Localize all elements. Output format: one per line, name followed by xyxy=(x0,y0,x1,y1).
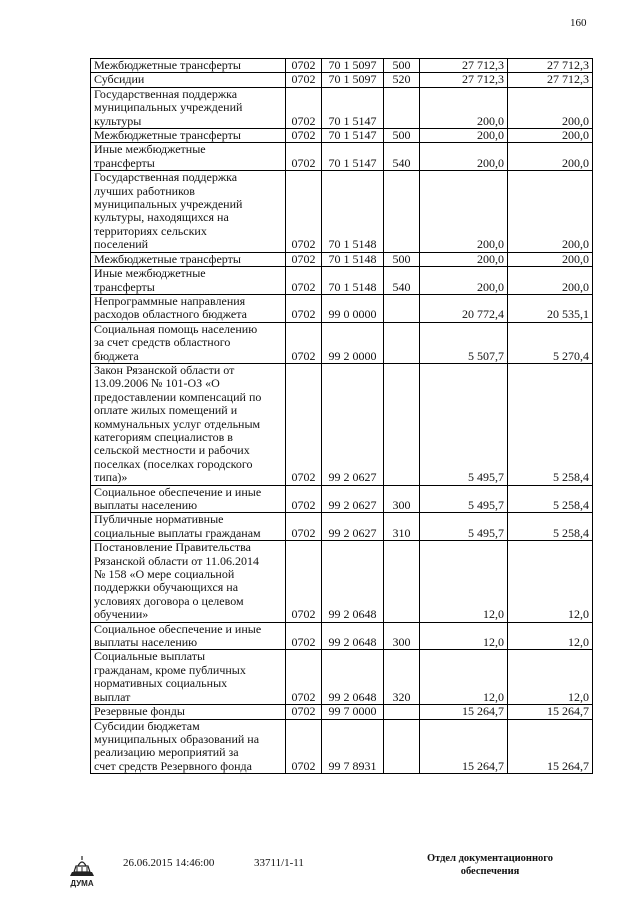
row-target-article-cell: 99 2 0627 xyxy=(322,513,384,541)
page-footer xyxy=(0,848,640,905)
row-code-cell: 0702 xyxy=(286,513,322,541)
row-target-article-cell: 70 1 5148 xyxy=(322,252,384,266)
row-code-cell: 0702 xyxy=(286,294,322,322)
row-sum-second-cell: 5 258,4 xyxy=(508,485,593,513)
footer-doc-code: 33711/1-11 xyxy=(254,857,304,869)
row-expense-type-cell: 520 xyxy=(384,73,420,87)
table-row xyxy=(91,622,593,650)
row-expense-type-cell: 540 xyxy=(384,143,420,171)
row-target-article-cell: 70 1 5147 xyxy=(322,87,384,128)
row-name-cell: Межбюджетные трансферты xyxy=(91,252,286,266)
table-row xyxy=(91,363,593,485)
row-sum-first-cell: 15 264,7 xyxy=(420,719,508,774)
row-name-cell: Межбюджетные трансферты xyxy=(91,59,286,73)
row-name-cell: Государственная поддержка муниципальных учреждений культуры xyxy=(91,87,286,128)
row-name-cell: Социальное обеспечение и иные выплаты населению xyxy=(91,622,286,650)
table-row xyxy=(91,143,593,171)
table-row xyxy=(91,719,593,774)
footer-department-stamp: Отдел документационного обеспечения xyxy=(426,853,554,877)
row-name-cell: Публичные нормативные социальные выплаты гражданам xyxy=(91,513,286,541)
row-target-article-cell: 70 1 5148 xyxy=(322,267,384,295)
row-sum-second-cell: 15 264,7 xyxy=(508,705,593,719)
row-sum-second-cell: 27 712,3 xyxy=(508,73,593,87)
row-expense-type-cell xyxy=(384,322,420,363)
row-target-article-cell: 70 1 5097 xyxy=(322,59,384,73)
table-row xyxy=(91,267,593,295)
row-sum-first-cell: 12,0 xyxy=(420,541,508,622)
row-code-cell: 0702 xyxy=(286,252,322,266)
table-row xyxy=(91,87,593,128)
row-sum-first-cell: 5 495,7 xyxy=(420,363,508,485)
row-expense-type-cell xyxy=(384,705,420,719)
row-sum-first-cell: 27 712,3 xyxy=(420,73,508,87)
row-expense-type-cell xyxy=(384,719,420,774)
row-code-cell: 0702 xyxy=(286,267,322,295)
row-sum-first-cell: 200,0 xyxy=(420,171,508,252)
row-code-cell: 0702 xyxy=(286,719,322,774)
row-code-cell: 0702 xyxy=(286,87,322,128)
table-row xyxy=(91,513,593,541)
row-expense-type-cell: 500 xyxy=(384,252,420,266)
row-sum-second-cell: 200,0 xyxy=(508,129,593,143)
row-target-article-cell: 99 2 0000 xyxy=(322,322,384,363)
budget-table xyxy=(90,58,593,774)
row-name-cell: Социальная помощь населению за счет средств областного бюджета xyxy=(91,322,286,363)
row-name-cell: Социальные выплаты гражданам, кроме публичных нормативных социальных выплат xyxy=(91,650,286,705)
row-name-cell: Иные межбюджетные трансферты xyxy=(91,143,286,171)
row-code-cell: 0702 xyxy=(286,322,322,363)
row-sum-first-cell: 27 712,3 xyxy=(420,59,508,73)
table-row xyxy=(91,322,593,363)
row-sum-first-cell: 5 495,7 xyxy=(420,485,508,513)
table-row xyxy=(91,59,593,73)
row-sum-first-cell: 20 772,4 xyxy=(420,294,508,322)
row-sum-second-cell: 20 535,1 xyxy=(508,294,593,322)
table-row xyxy=(91,541,593,622)
row-sum-first-cell: 12,0 xyxy=(420,650,508,705)
row-name-cell: Субсидии бюджетам муниципальных образований на реализацию мероприятий за счет средств Резервного фонда xyxy=(91,719,286,774)
row-expense-type-cell: 540 xyxy=(384,267,420,295)
row-code-cell: 0702 xyxy=(286,73,322,87)
row-sum-first-cell: 200,0 xyxy=(420,129,508,143)
row-sum-second-cell: 200,0 xyxy=(508,143,593,171)
row-code-cell: 0702 xyxy=(286,541,322,622)
row-expense-type-cell: 500 xyxy=(384,59,420,73)
row-target-article-cell: 70 1 5147 xyxy=(322,129,384,143)
footer-timestamp: 26.06.2015 14:46:00 xyxy=(123,857,215,869)
row-expense-type-cell xyxy=(384,87,420,128)
row-target-article-cell: 99 2 0648 xyxy=(322,622,384,650)
logo-text: ДУМА xyxy=(70,879,94,888)
row-name-cell: Закон Рязанской области от 13.09.2006 № 101-ОЗ «О предоставлении компенсаций по оплате жилых помещений и коммунальных услуг отдельным категориям специалистов в сельской местности и рабочих поселках (поселках городского типа)» xyxy=(91,363,286,485)
row-target-article-cell: 99 0 0000 xyxy=(322,294,384,322)
table-row xyxy=(91,485,593,513)
row-expense-type-cell: 500 xyxy=(384,129,420,143)
row-name-cell: Иные межбюджетные трансферты xyxy=(91,267,286,295)
row-target-article-cell: 99 7 0000 xyxy=(322,705,384,719)
table-row xyxy=(91,650,593,705)
row-sum-first-cell: 200,0 xyxy=(420,87,508,128)
row-expense-type-cell: 300 xyxy=(384,485,420,513)
row-code-cell: 0702 xyxy=(286,171,322,252)
row-target-article-cell: 99 2 0627 xyxy=(322,363,384,485)
row-code-cell: 0702 xyxy=(286,363,322,485)
row-sum-second-cell: 200,0 xyxy=(508,252,593,266)
row-sum-first-cell: 200,0 xyxy=(420,143,508,171)
row-code-cell: 0702 xyxy=(286,705,322,719)
row-name-cell: Непрограммные направления расходов областного бюджета xyxy=(91,294,286,322)
row-name-cell: Государственная поддержка лучших работников муниципальных учреждений культуры, находящихся на территориях сельских поселений xyxy=(91,171,286,252)
row-sum-second-cell: 5 258,4 xyxy=(508,363,593,485)
row-sum-second-cell: 5 270,4 xyxy=(508,322,593,363)
row-sum-second-cell: 200,0 xyxy=(508,87,593,128)
row-sum-second-cell: 12,0 xyxy=(508,541,593,622)
table-row xyxy=(91,252,593,266)
table-row xyxy=(91,129,593,143)
row-name-cell: Субсидии xyxy=(91,73,286,87)
row-expense-type-cell xyxy=(384,294,420,322)
row-sum-second-cell: 15 264,7 xyxy=(508,719,593,774)
row-sum-first-cell: 15 264,7 xyxy=(420,705,508,719)
row-sum-second-cell: 27 712,3 xyxy=(508,59,593,73)
row-sum-second-cell: 12,0 xyxy=(508,650,593,705)
duma-logo-icon xyxy=(62,850,102,890)
row-target-article-cell: 99 7 8931 xyxy=(322,719,384,774)
row-code-cell: 0702 xyxy=(286,485,322,513)
row-target-article-cell: 99 2 0627 xyxy=(322,485,384,513)
row-sum-first-cell: 200,0 xyxy=(420,267,508,295)
row-code-cell: 0702 xyxy=(286,59,322,73)
row-sum-first-cell: 200,0 xyxy=(420,252,508,266)
row-sum-first-cell: 5 507,7 xyxy=(420,322,508,363)
row-name-cell: Социальное обеспечение и иные выплаты населению xyxy=(91,485,286,513)
row-sum-second-cell: 200,0 xyxy=(508,267,593,295)
row-target-article-cell: 70 1 5148 xyxy=(322,171,384,252)
row-sum-second-cell: 200,0 xyxy=(508,171,593,252)
row-sum-first-cell: 5 495,7 xyxy=(420,513,508,541)
row-expense-type-cell xyxy=(384,541,420,622)
row-code-cell: 0702 xyxy=(286,143,322,171)
row-expense-type-cell xyxy=(384,363,420,485)
table-row xyxy=(91,73,593,87)
row-target-article-cell: 99 2 0648 xyxy=(322,541,384,622)
row-target-article-cell: 99 2 0648 xyxy=(322,650,384,705)
row-code-cell: 0702 xyxy=(286,650,322,705)
row-target-article-cell: 70 1 5097 xyxy=(322,73,384,87)
row-expense-type-cell: 310 xyxy=(384,513,420,541)
row-expense-type-cell: 320 xyxy=(384,650,420,705)
row-code-cell: 0702 xyxy=(286,622,322,650)
row-name-cell: Постановление Правительства Рязанской области от 11.06.2014 № 158 «О мере социальной поддержки обучающихся на условиях договора о целевом обучении» xyxy=(91,541,286,622)
row-name-cell: Резервные фонды xyxy=(91,705,286,719)
row-sum-second-cell: 12,0 xyxy=(508,622,593,650)
budget-table-body xyxy=(91,59,593,774)
row-sum-first-cell: 12,0 xyxy=(420,622,508,650)
row-name-cell: Межбюджетные трансферты xyxy=(91,129,286,143)
row-expense-type-cell xyxy=(384,171,420,252)
row-sum-second-cell: 5 258,4 xyxy=(508,513,593,541)
table-row xyxy=(91,705,593,719)
page-number: 160 xyxy=(570,17,587,29)
table-row xyxy=(91,171,593,252)
row-target-article-cell: 70 1 5147 xyxy=(322,143,384,171)
row-code-cell: 0702 xyxy=(286,129,322,143)
table-row xyxy=(91,294,593,322)
row-expense-type-cell: 300 xyxy=(384,622,420,650)
